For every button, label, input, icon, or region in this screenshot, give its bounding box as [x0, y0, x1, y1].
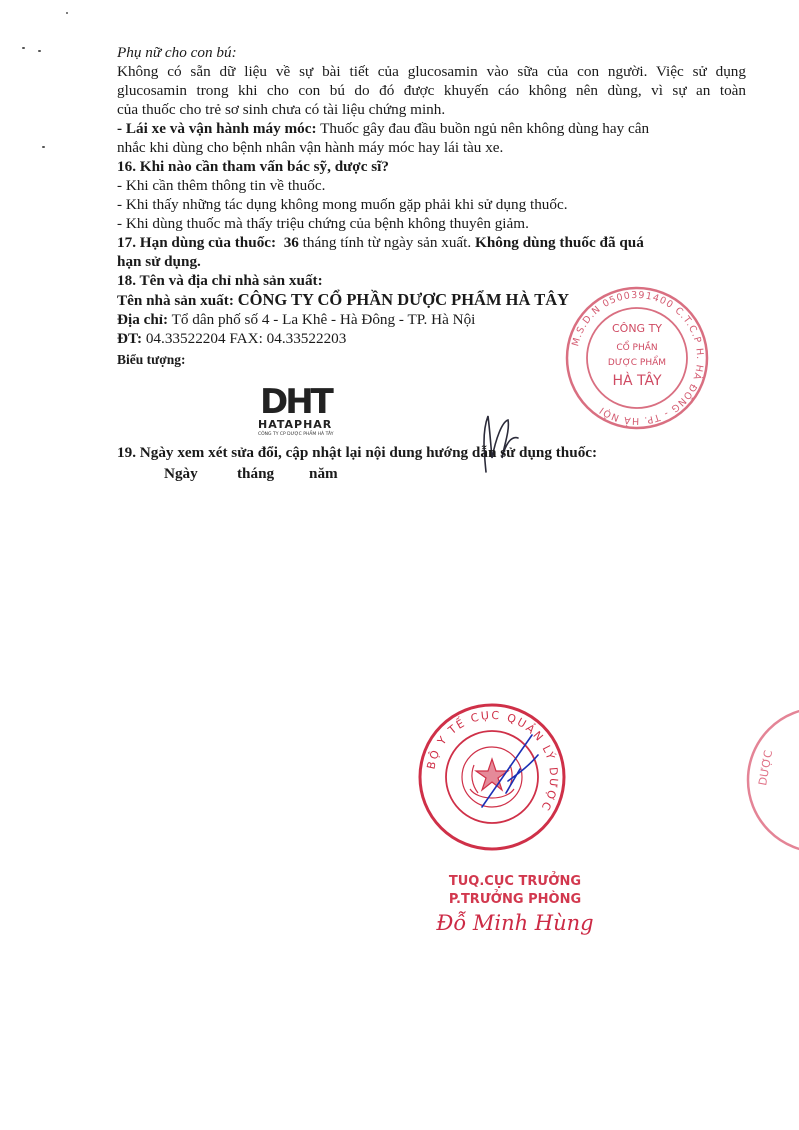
driving-text: Thuốc gây đau đầu buồn ngủ nên không dùng hay cân	[316, 120, 650, 137]
approval-block	[400, 874, 630, 944]
approval-signature-name: Đỗ Minh Hùng	[436, 911, 594, 935]
hataphar-logo	[256, 382, 356, 441]
manufacturer-name-line	[117, 291, 569, 310]
scan-speck	[42, 146, 45, 148]
section-17-text: tháng tính từ ngày sản xuất.	[298, 234, 475, 251]
scan-speck	[66, 12, 68, 14]
company-seal-line-1: CÔNG TY	[611, 322, 663, 335]
women-line-1: Không có sẵn dữ liệu về sự bài tiết của glucosamin vào sữa của con người. Việc sử dụng	[117, 63, 746, 80]
manufacturer-name: CÔNG TY CỔ PHẦN DƯỢC PHẨM HÀ TÂY	[237, 290, 570, 309]
section-17-warning-line-2: hạn sử dụng.	[117, 253, 201, 270]
date-month-label: tháng	[237, 465, 275, 482]
section-16-item-2: - Khi thấy những tác dụng không mong muốn gặp phải khi sử dụng thuốc.	[117, 196, 568, 213]
logo-mark: DHT	[260, 382, 331, 422]
company-seal-ring-text: M.S.D.N 0500391400 C.T.C.P H. HÀ ĐÔNG - TP. HÀ NỘI	[570, 289, 706, 427]
date-day-label: Ngày	[164, 465, 198, 482]
logo-brand: HATAPHAR	[258, 418, 333, 431]
company-seal-line-3: DƯỢC PHẨM	[607, 358, 667, 368]
driving-line-1	[117, 120, 649, 138]
manufacturer-phone-line	[117, 330, 346, 348]
logo-subtitle: CÔNG TY CP DƯỢC PHẨM HÀ TÂY	[258, 432, 334, 437]
section-18-heading: 18. Tên và địa chỉ nhà sản xuất:	[117, 272, 323, 289]
driving-line-2: nhắc khi dùng cho bệnh nhân vận hành máy móc hay lái tàu xe.	[117, 139, 504, 156]
logo-label: Biểu tượng:	[117, 352, 186, 367]
address-value: Tổ dân phố số 4 - La Khê - Hà Đông - TP. Hà Nội	[168, 311, 476, 328]
company-seal-line-4: HÀ TÂY	[612, 373, 662, 389]
women-line-2: glucosamin trong khi cho con bú do đó được khuyến cáo không nên dùng, vì sự an toàn	[117, 82, 746, 99]
section-19-heading: 19. Ngày xem xét sửa đổi, cập nhật lại nội dung hướng dẫn sử dụng thuốc:	[117, 444, 598, 461]
section-16-item-1: - Khi cần thêm thông tin về thuốc.	[117, 177, 326, 194]
section-17-warning: Không dùng thuốc đã quá	[475, 234, 644, 251]
company-seal-line-2: CỔ PHẦN	[616, 343, 658, 353]
scan-speck	[22, 47, 25, 49]
ministry-seal-ring-text: BỘ Y TẾ CỤC QUẢN LÝ DƯỢC	[424, 708, 561, 815]
scan-speck	[38, 50, 41, 52]
partial-seal-text: DƯỢC	[756, 749, 776, 787]
phone-label: ĐT:	[117, 330, 143, 347]
women-heading: Phụ nữ cho con bú:	[117, 44, 237, 61]
manufacturer-name-label: Tên nhà sản xuất:	[117, 292, 234, 309]
section-17-line-1	[117, 234, 644, 252]
section-16-heading: 16. Khi nào cần tham vấn bác sỹ, dược sĩ?	[117, 158, 389, 175]
date-year-label: năm	[309, 465, 338, 482]
phone-value: 04.33522204 FAX: 04.33522203	[142, 330, 347, 347]
manufacturer-signature	[472, 402, 532, 474]
women-line-3: của thuốc cho trẻ sơ sinh chưa có tài liệu chứng minh.	[117, 101, 446, 118]
partial-seal	[740, 700, 799, 860]
approval-title-2: P.TRƯỞNG PHÒNG	[448, 892, 582, 907]
section-17-heading: 17. Hạn dùng của thuốc:	[117, 234, 277, 251]
shelf-life-months: 36	[283, 234, 299, 251]
manufacturer-address-line	[117, 311, 475, 329]
address-label: Địa chỉ:	[117, 311, 169, 328]
company-seal	[562, 283, 712, 433]
ministry-seal	[412, 697, 572, 857]
section-16-item-3: - Khi dùng thuốc mà thấy triệu chứng của bệnh không thuyên giảm.	[117, 215, 529, 232]
driving-label: - Lái xe và vận hành máy móc:	[117, 120, 317, 137]
approval-title-1: TUQ.CỤC TRƯỞNG	[448, 874, 582, 889]
